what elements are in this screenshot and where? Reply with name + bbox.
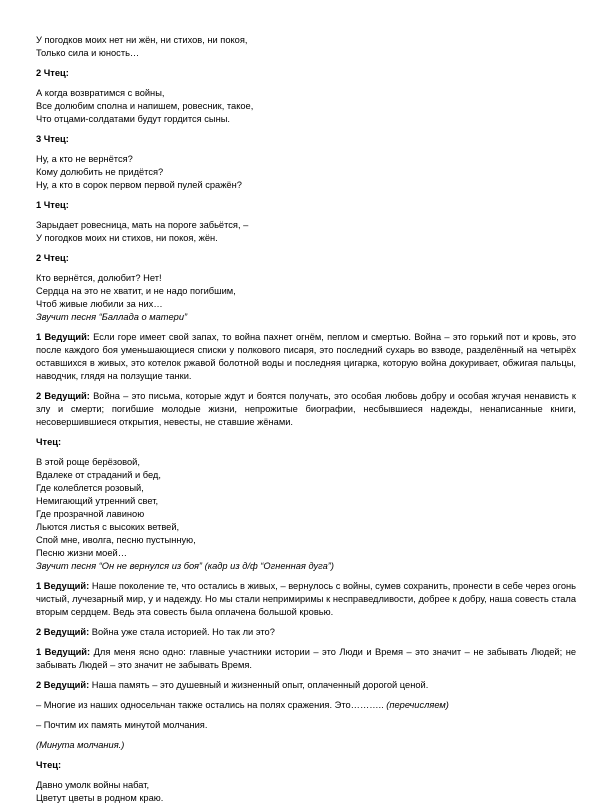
spacer [36, 245, 576, 252]
verse-stanza [36, 34, 576, 60]
verse-line: Зарыдает ровесница, мать на пороге забьётся, – [36, 220, 249, 230]
spacer [36, 449, 576, 456]
verse-line: Где колеблется розовый, [36, 483, 144, 493]
verse-line: Песню жизни моей… [36, 548, 127, 558]
spacer [36, 60, 576, 67]
spacer [36, 265, 576, 272]
stage-note-inline: (перечисляем) [386, 700, 449, 710]
document-page [36, 34, 576, 805]
verse-line: У погодков моих нет ни жён, ни стихов, ни покоя, [36, 35, 248, 45]
spacer [36, 324, 576, 331]
verse-line: Льются листья с высоких ветвей, [36, 522, 180, 532]
speaker-label: 1 Ведущий: [36, 581, 90, 591]
verse-line: Спой мне, иволга, песню пустынную, [36, 535, 196, 545]
paragraph-text: Война уже стала историей. Но так ли это? [91, 627, 275, 637]
paragraph [36, 699, 576, 712]
paragraph-text: Наше поколение те, что остались в живых, – вернулось с войны, сумев сохранить, пронести в себе через огонь чистый, лучезарный мир, у и надежду. Но мы стали непримиримы к несправедливости, добрее к добру, наша совесть стала вторым сердцем. Ведь эта совесть была оплачена большой кровью. [36, 581, 576, 617]
verse-line: Сердца на это не хватит, и не надо погибшим, [36, 286, 236, 296]
paragraph-text: – Многие из наших односельчан также остались на полях сражения. Это……….. [36, 700, 387, 710]
paragraph [36, 679, 576, 692]
verse-line: Кому долюбить не придётся? [36, 167, 164, 177]
speaker-label: 1 Ведущий: [36, 332, 90, 342]
verse-stanza [36, 456, 576, 560]
verse-line: Ну, а кто не вернётся? [36, 154, 133, 164]
paragraph [36, 580, 576, 619]
speaker-label: 1 Чтец: [36, 200, 69, 210]
verse-stanza [36, 779, 576, 805]
verse-line: В этой роще берёзовой, [36, 457, 140, 467]
paragraph [36, 719, 576, 732]
paragraph [36, 390, 576, 429]
verse-line: Что отцами-солдатами будут гордится сыны. [36, 114, 230, 124]
verse-line: Давно умолк войны набат, [36, 780, 150, 790]
speaker-label: 2 Ведущий: [36, 680, 90, 690]
speaker-label: 2 Чтец: [36, 68, 69, 78]
speaker-label: Чтец: [36, 760, 62, 770]
spacer [36, 146, 576, 153]
speaker-label: 2 Ведущий: [36, 391, 90, 401]
verse-line: У погодков моих ни стихов, ни покоя, жён. [36, 233, 218, 243]
paragraph [36, 646, 576, 672]
verse-line: А когда возвратимся с войны, [36, 88, 165, 98]
verse-line: Все долюбим сполна и напишем, ровесник, такое, [36, 101, 254, 111]
paragraph-text: Если горе имеет свой запах, то война пахнет огнём, пеплом и смертью. Война – это горький пот и кровь, это после каждого боя уменьшающиеся списки у полкового писаря, это последний сухарь во взводе, разделённый на четырёх оставшихся в живых, это котелок ржавой болотной воды и последняя цигарка, которую война докуривает, обжигая пальцы, наводчик, глядя на ползущие танки. [36, 332, 576, 381]
verse-line: Немигающий утренний свет, [36, 496, 159, 506]
verse-stanza [36, 219, 576, 245]
spacer [36, 126, 576, 133]
speaker-label: 3 Чтец: [36, 134, 69, 144]
verse-stanza [36, 272, 576, 311]
speaker-label: 2 Ведущий: [36, 627, 90, 637]
spacer [36, 192, 576, 199]
spacer [36, 772, 576, 779]
verse-line: Ну, а кто в сорок первом первой пулей сражён? [36, 180, 242, 190]
paragraph-text: Наша память – это душевный и жизненный опыт, оплаченный дорогой ценой. [91, 680, 429, 690]
spacer [36, 212, 576, 219]
paragraph-text: – Почтим их память минутой молчания. [36, 720, 208, 730]
spacer [36, 80, 576, 87]
stage-note: Звучит песня “Баллада о матери” [36, 312, 188, 322]
speaker-label: 1 Ведущий: [36, 647, 91, 657]
verse-line: Вдалеке от страданий и бед, [36, 470, 161, 480]
stage-note: Звучит песня “Он не вернулся из боя” (кадр из д/ф “Огненная дуга”) [36, 561, 334, 571]
verse-line: Кто вернётся, долюбит? Нет! [36, 273, 162, 283]
spacer [36, 573, 576, 580]
speaker-label: 2 Чтец: [36, 253, 69, 263]
verse-line: Цветут цветы в родном краю. [36, 793, 164, 803]
paragraph [36, 626, 576, 639]
verse-line: Чтоб живые любили за них… [36, 299, 163, 309]
paragraph [36, 331, 576, 383]
verse-line: Только сила и юность… [36, 48, 140, 58]
verse-stanza [36, 153, 576, 192]
verse-line: Где прозрачной лавиною [36, 509, 145, 519]
stage-note: (Минута молчания.) [36, 740, 125, 750]
verse-stanza [36, 87, 576, 126]
paragraph-text: Война – это письма, которые ждут и боятся получать, это особая любовь добру и особая жгучая ненависть к злу и смерти; погибшие молодые жизни, непрожитые биографии, несбывшиеся надежды, ненаписанные книги, несовершившиеся открытия, невесты, не ставшие жёнами. [36, 391, 576, 427]
speaker-label: Чтец: [36, 437, 62, 447]
paragraph-text: Для меня ясно одно: главные участники истории – это Люди и Время – это значит – не забывать Людей; не забывать Людей – это значит не забывать Время. [36, 647, 576, 670]
